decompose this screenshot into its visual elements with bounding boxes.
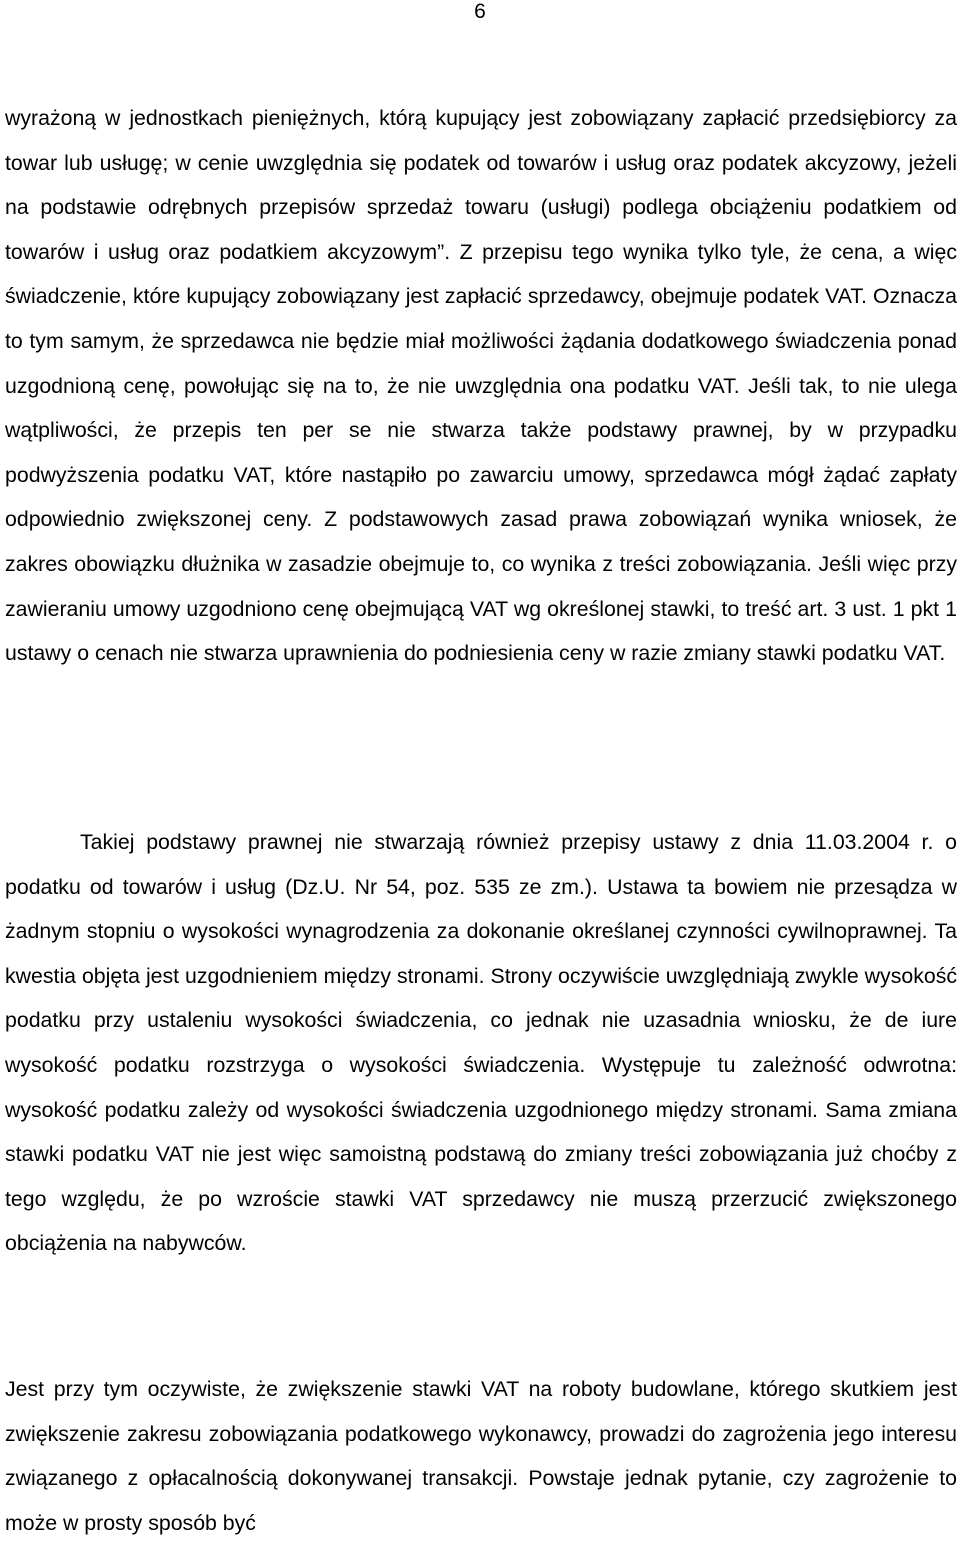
paragraph-legal-basis: Takiej podstawy prawnej nie stwarzają również przepisy ustawy z dnia 11.03.2004 r. o podatku od towarów i usług (Dz.U. Nr 54, poz. 535 ze zm.). Ustawa ta bowiem nie przesądza w żadnym stopniu o wysokości wynagrodzenia za dokonanie określanej czynności cywilnoprawnej. Ta kwestia objęta jest uzgodnieniem między stronami. Strony oczywiście uwzględniają zwykle wysokość podatku przy ustaleniu wysokości świadczenia, co jednak nie uzasadnia wniosku, że de iure wysokość podatku rozstrzyga o wysokości świadczenia. Występuje tu zależność odwrotna: wysokość podatku zależy od wysokości świadczenia uzgodnionego między stronami. Sama zmiana stawki podatku VAT nie jest więc samoistną podstawą do zmiany treści zobowiązania już choćby z tego względu, że po wzroście stawki VAT sprzedawcy nie muszą przerzucić zwiększonego obciążenia na nabywców. <box>5 830 957 1256</box>
page-number: 6 <box>474 0 486 23</box>
paragraph-continuation: wyrażoną w jednostkach pieniężnych, którą kupujący jest zobowiązany zapłacić przedsiębiorcy za towar lub usługę; w cenie uwzględnia się podatek od towarów i usług oraz podatek akcyzowy, jeżeli na podstawie odrębnych przepisów sprzedaż towaru (usługi) podlega obciążeniu podatkiem od towarów i usług oraz podatkiem akcyzowym”. Z przepisu tego wynika tylko tyle, że cena, a więc świadczenie, które kupujący zobowiązany jest zapłacić sprzedawcy, obejmuje podatek VAT. Oznacza to tym samym, że sprzedawca nie będzie miał możliwości żądania dodatkowego świadczenia ponad uzgodnioną cenę, powołując się na to, że nie uwzględnia ona podatku VAT. Jeśli tak, to nie ulega wątpliwości, że przepis ten per se nie stwarza także podstawy prawnej, by w przypadku podwyższenia podatku VAT, które nastąpiło po zawarciu umowy, sprzedawca mógł żądać zapłaty odpowiednio zwiększonej ceny. Z podstawowych zasad prawa zobowiązań wynika wniosek, że zakres obowiązku dłużnika w zasadzie obejmuje to, co wynika z treści zobowiązania. Jeśli więc przy zawieraniu umowy uzgodniono cenę obejmującą VAT wg określonej stawki, to treść art. 3 ust. 1 pkt 1 ustawy o cenach nie stwarza uprawnienia do podniesienia ceny w razie zmiany stawki podatku VAT. <box>5 106 957 666</box>
paragraph-conclusion: Jest przy tym oczywiste, że zwiększenie stawki VAT na roboty budowlane, którego skutkiem jest zwiększenie zakresu zobowiązania podatkowego wykonawcy, prowadzi do zagrożenia jego interesu związanego z opłacalnością dokonywanej transakcji. Powstaje jednak pytanie, czy zagrożenie to może w prosty sposób być <box>5 1377 957 1535</box>
